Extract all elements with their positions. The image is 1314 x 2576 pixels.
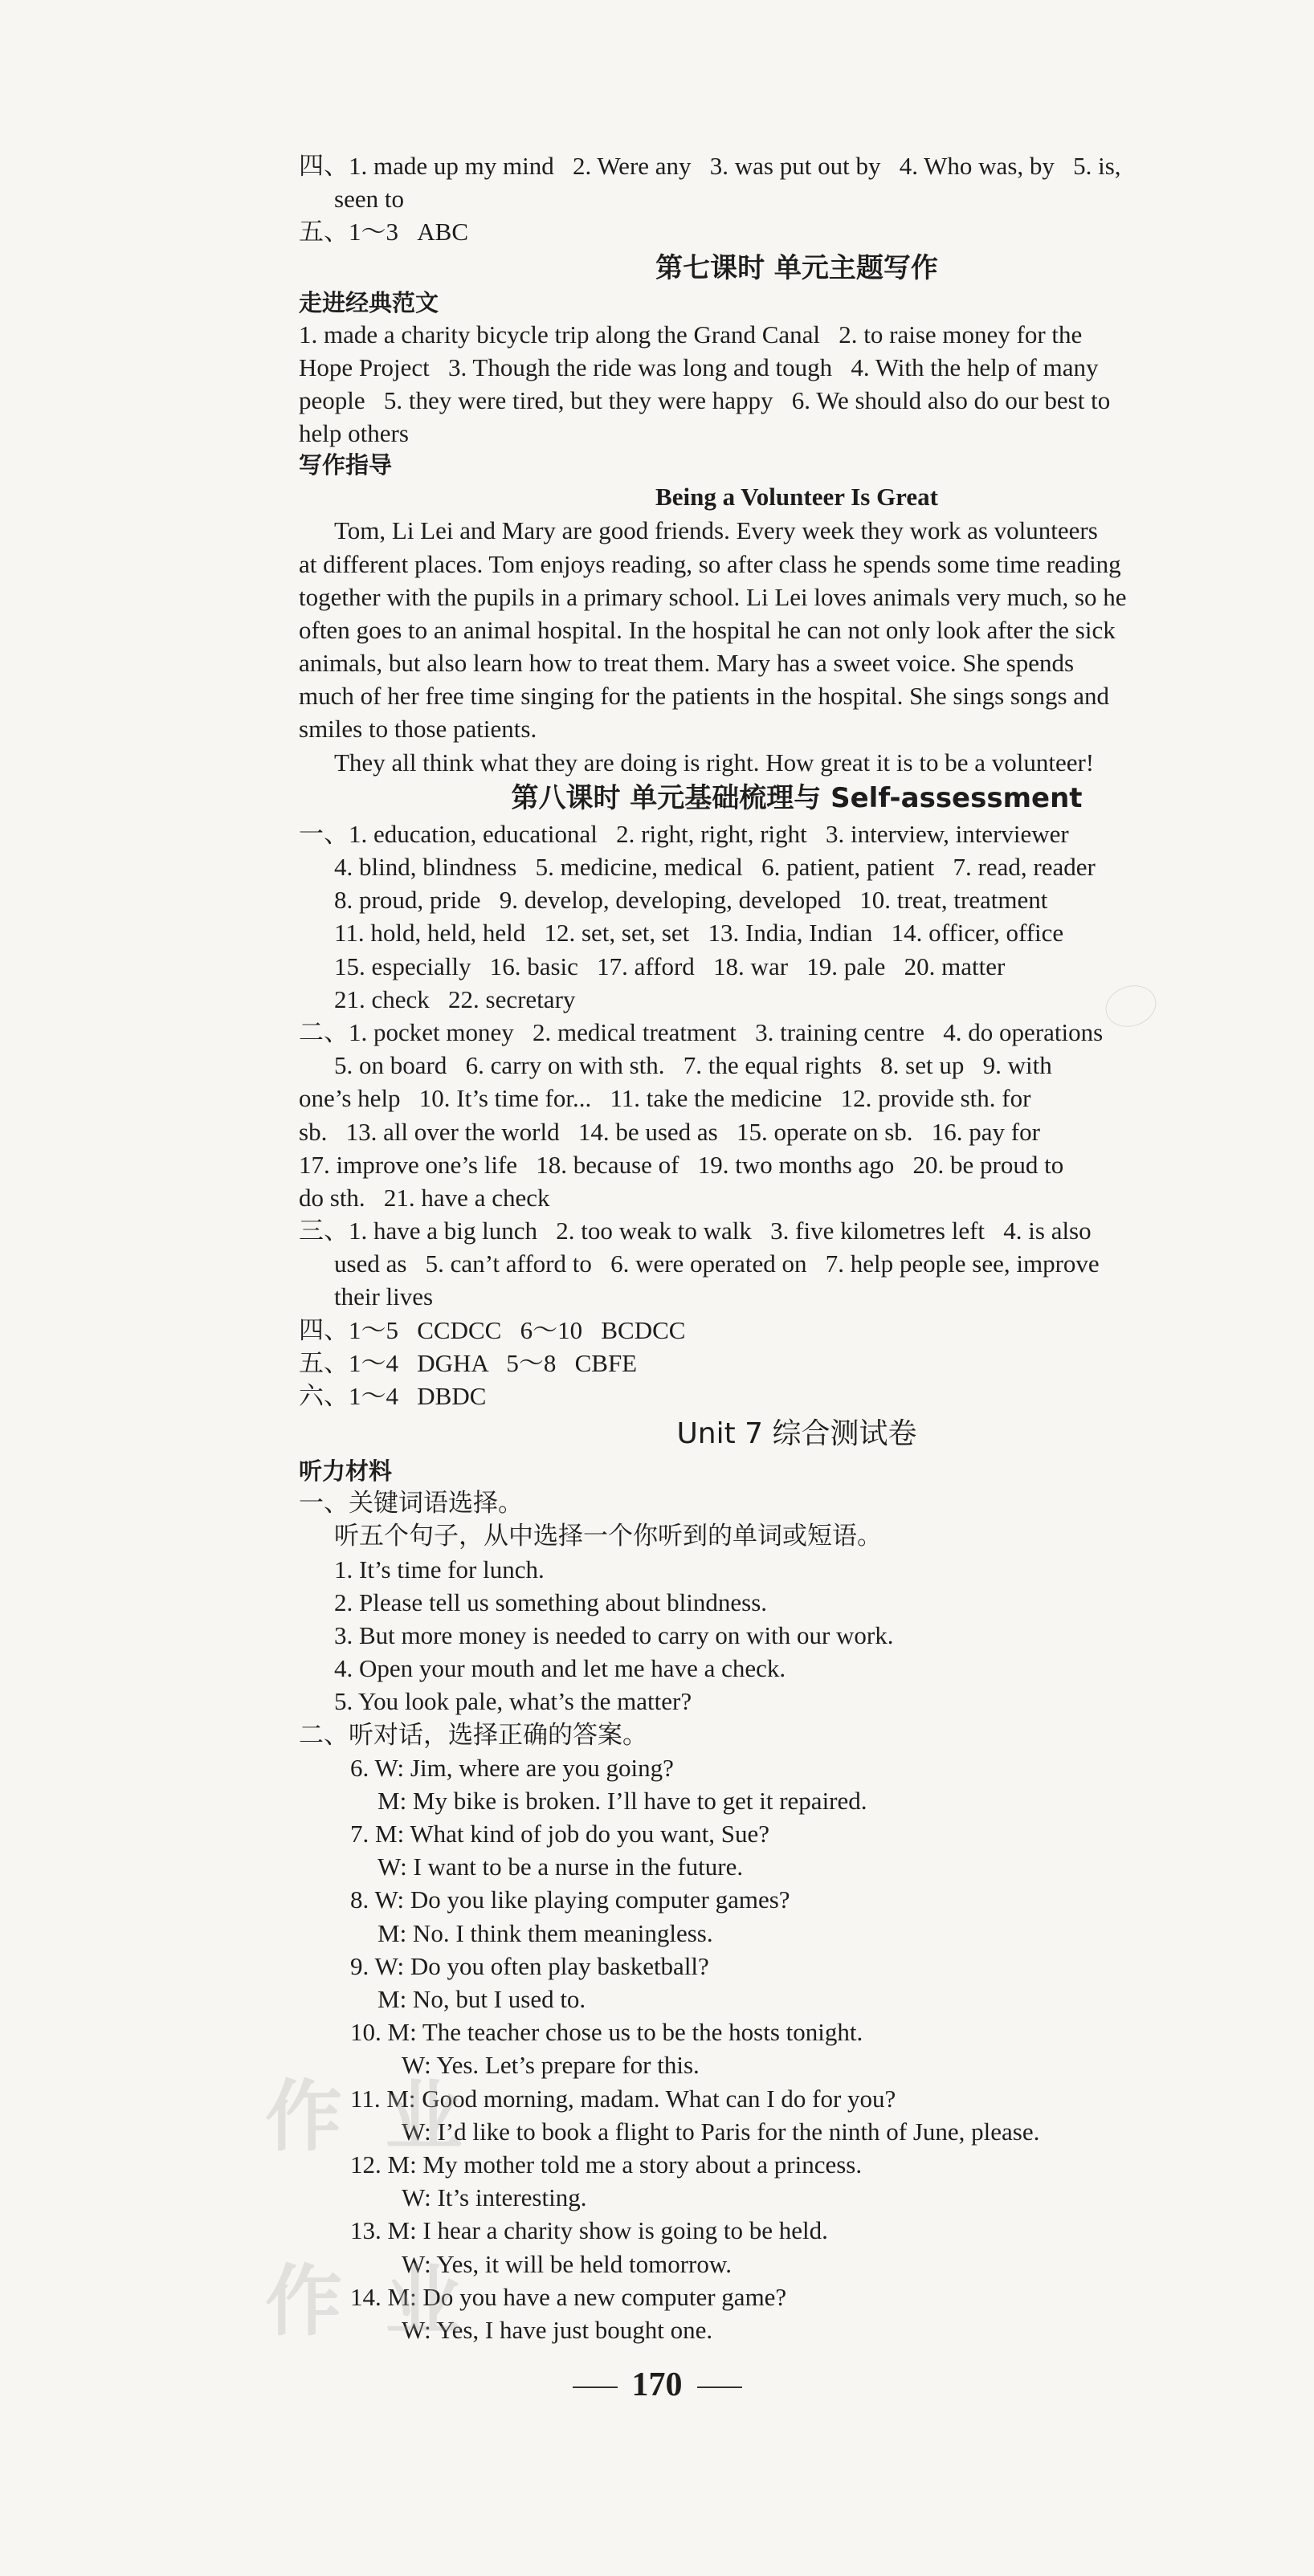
- text-line: Tom, Li Lei and Mary are good friends. Every week they work as volunteers: [334, 516, 1098, 545]
- text-line: 3. But more money is needed to carry on with our work.: [334, 1620, 894, 1649]
- text-line: 7. M: What kind of job do you want, Sue?: [350, 1820, 770, 1848]
- text-line: 六、1～4 DBDC: [299, 1382, 487, 1410]
- text-line: 11. hold, held, held 12. set, set, set 13. India, Indian 14. officer, office: [334, 919, 1064, 948]
- text-line: 五、1～4 DGHA 5～8 CBFE: [299, 1348, 638, 1377]
- text-line: 14. M: Do you have a new computer game?: [350, 2282, 787, 2311]
- watermark: 作 业: [265, 2072, 471, 2162]
- text-line: 5. on board 6. carry on with sth. 7. the equal rights 8. set up 9. with: [334, 1051, 1052, 1080]
- dash-right: [697, 2386, 742, 2388]
- text-line: 听五个句子，从中选择一个你听到的单词或短语。: [334, 1522, 882, 1551]
- subheading: 走进经典范文: [299, 288, 439, 316]
- text-line: 9. W: Do you often play basketball?: [350, 1951, 709, 1980]
- text-line: 一、1. education, educational 2. right, right, right 3. interview, interviewer: [299, 819, 1069, 848]
- text-line: 五、1～3 ABC: [299, 218, 468, 247]
- text-line: W: It’s interesting.: [402, 2183, 587, 2212]
- text-line: 17. improve one’s life 18. because of 19. two months ago 20. be proud to: [299, 1150, 1064, 1179]
- text-line: at different places. Tom enjoys reading, so after class he spends some time reading: [299, 549, 1121, 578]
- section-title: 第七课时 单元主题写作: [655, 251, 938, 284]
- text-line: 15. especially 16. basic 17. afford 18. war 19. pale 20. matter: [334, 952, 1006, 980]
- section-title: Unit 7 综合测试卷: [676, 1417, 917, 1451]
- text-line: W: I want to be a nurse in the future.: [377, 1853, 744, 1881]
- text-line: smiles to those patients.: [299, 715, 537, 744]
- text-line: 11. M: Good morning, madam. What can I do for you?: [350, 2084, 896, 2113]
- page-number-text: 170: [631, 2366, 683, 2403]
- text-line: 1. It’s time for lunch.: [334, 1555, 545, 1584]
- text-line: M: No. I think them meaningless.: [377, 1918, 713, 1947]
- text-line: They all think what they are doing is right. How great it is to be a volunteer!: [334, 748, 1095, 776]
- text-line: 二、听对话，选择正确的答案。: [299, 1720, 647, 1749]
- section-title: Being a Volunteer Is Great: [655, 483, 938, 512]
- text-line: animals, but also learn how to treat them. Mary has a sweet voice. She spends: [299, 649, 1075, 678]
- text-line: people 5. they were tired, but they were happy 6. We should also do our best to: [299, 385, 1111, 414]
- text-line: do sth. 21. have a check: [299, 1183, 550, 1212]
- text-line: M: My bike is broken. I’ll have to get it repaired.: [377, 1786, 867, 1815]
- text-line: 13. M: I hear a charity show is going to be held.: [350, 2216, 828, 2245]
- text-line: Hope Project 3. Though the ride was long and tough 4. With the help of many: [299, 353, 1099, 381]
- text-line: 2. Please tell us something about blindness.: [334, 1588, 768, 1616]
- text-line: 8. W: Do you like playing computer games?: [350, 1885, 790, 1914]
- text-line: their lives: [334, 1282, 434, 1311]
- text-line: much of her free time singing for the patients in the hospital. She sings songs and: [299, 682, 1110, 711]
- text-line: used as 5. can’t afford to 6. were operated on 7. help people see, improve: [334, 1249, 1100, 1278]
- text-line: one’s help 10. It’s time for... 11. take the medicine 12. provide sth. for: [299, 1084, 1031, 1113]
- subheading: 写作指导: [299, 451, 393, 479]
- watermark: 作 业: [265, 2256, 471, 2346]
- text-line: M: No, but I used to.: [377, 1985, 586, 2013]
- answer-key-content: [299, 149, 1295, 2346]
- text-line: help others: [299, 419, 409, 448]
- text-line: often goes to an animal hospital. In the hospital he can not only look after the sick: [299, 615, 1116, 644]
- text-line: 二、1. pocket money 2. medical treatment 3. training centre 4. do operations: [299, 1017, 1104, 1046]
- text-line: 8. proud, pride 9. develop, developing, developed 10. treat, treatment: [334, 886, 1048, 915]
- text-line: W: I’d like to book a flight to Paris for the ninth of June, please.: [402, 2117, 1040, 2146]
- page-number: [0, 2366, 1314, 2404]
- text-line: 1. made a charity bicycle trip along the Grand Canal 2. to raise money for the: [299, 320, 1083, 348]
- text-line: 4. blind, blindness 5. medicine, medical 6. patient, patient 7. read, reader: [334, 853, 1096, 881]
- text-line: 5. You look pale, what’s the matter?: [334, 1687, 692, 1716]
- text-line: W: Yes, I have just bought one.: [402, 2315, 713, 2344]
- text-line: 四、1～5 CCDCC 6～10 BCDCC: [299, 1315, 686, 1344]
- text-line: 21. check 22. secretary: [334, 984, 576, 1013]
- text-line: 一、关键词语选择。: [299, 1489, 523, 1518]
- text-line: 10. M: The teacher chose us to be the hosts tonight.: [350, 2018, 863, 2047]
- text-line: sb. 13. all over the world 14. be used as 15. operate on sb. 16. pay for: [299, 1117, 1040, 1146]
- dash-left: [573, 2386, 618, 2388]
- text-line: together with the pupils in a primary school. Li Lei loves animals very much, so he: [299, 582, 1127, 611]
- text-line: 4. Open your mouth and let me have a check.: [334, 1654, 786, 1683]
- section-title: 第八课时 单元基础梳理与 Self-assessment: [511, 781, 1083, 814]
- text-line: W: Yes, it will be held tomorrow.: [402, 2249, 732, 2278]
- text-line: 四、1. made up my mind 2. Were any 3. was put out by 4. Who was, by 5. is,: [299, 152, 1121, 180]
- text-line: W: Yes. Let’s prepare for this.: [402, 2051, 700, 2080]
- text-line: 三、1. have a big lunch 2. too weak to walk 3. five kilometres left 4. is also: [299, 1217, 1092, 1245]
- text-line: 6. W: Jim, where are you going?: [350, 1753, 674, 1782]
- text-line: seen to: [334, 185, 404, 214]
- text-line: 12. M: My mother told me a story about a princess.: [350, 2150, 863, 2179]
- subheading: 听力材料: [299, 1457, 393, 1486]
